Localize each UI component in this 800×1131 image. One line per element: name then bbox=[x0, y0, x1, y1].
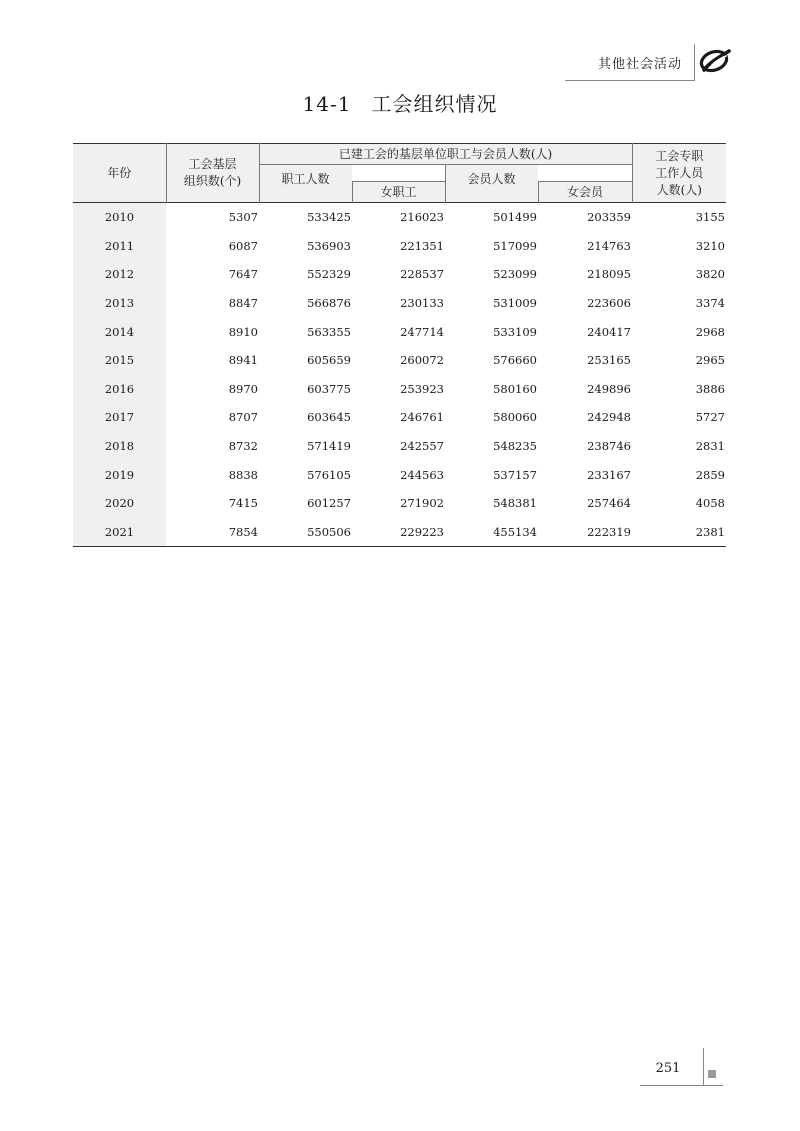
cell-female-members: 242948 bbox=[587, 410, 631, 425]
cell-employees: 571419 bbox=[307, 439, 351, 454]
header-female-employees bbox=[352, 182, 445, 203]
table-body bbox=[73, 203, 726, 547]
cell-year: 2013 bbox=[73, 289, 166, 318]
table-row bbox=[73, 203, 726, 232]
header-female-members bbox=[538, 182, 632, 203]
cell-female-employees: 260072 bbox=[400, 353, 444, 368]
cell-members: 455134 bbox=[493, 524, 537, 539]
cell-members: 537157 bbox=[493, 467, 537, 482]
cell-orgs: 8838 bbox=[228, 467, 258, 482]
cell-female-members: 223606 bbox=[587, 296, 631, 311]
cell-year: 2018 bbox=[73, 432, 166, 461]
cell-orgs: 8941 bbox=[228, 353, 258, 368]
header-year: 年份 bbox=[73, 144, 166, 203]
header-org-count bbox=[166, 144, 259, 203]
cell-female-employees: 244563 bbox=[400, 467, 444, 482]
header-org-count-line2: 组织数(个) bbox=[183, 174, 242, 188]
cell-members: 533109 bbox=[493, 324, 537, 339]
cell-orgs: 8910 bbox=[228, 324, 258, 339]
cell-members: 531009 bbox=[493, 296, 537, 311]
footer-divider bbox=[703, 1048, 704, 1086]
cell-female-members: 214763 bbox=[587, 238, 631, 253]
cell-year: 2017 bbox=[73, 403, 166, 432]
header-staff bbox=[632, 144, 726, 203]
cell-year: 2015 bbox=[73, 346, 166, 375]
cell-staff: 3374 bbox=[695, 296, 725, 311]
section-name: 其他社会活动 bbox=[597, 57, 682, 72]
cell-female-members: 253165 bbox=[587, 353, 631, 368]
cell-employees: 552329 bbox=[307, 267, 351, 282]
cell-staff: 2381 bbox=[695, 524, 725, 539]
cell-employees: 605659 bbox=[307, 353, 351, 368]
page-footer bbox=[0, 1045, 800, 1095]
cell-female-members: 233167 bbox=[587, 467, 631, 482]
table-title bbox=[0, 88, 800, 117]
table-row bbox=[73, 289, 726, 318]
header-group: 已建工会的基层单位职工与会员人数(人) bbox=[259, 144, 632, 165]
cell-female-members: 218095 bbox=[587, 267, 631, 282]
header-employees bbox=[259, 165, 352, 203]
table-row bbox=[73, 375, 726, 404]
cell-female-employees: 229223 bbox=[400, 524, 444, 539]
cell-members: 517099 bbox=[493, 238, 537, 253]
header-employees-label: 职工人数 bbox=[281, 172, 330, 186]
cell-female-employees: 271902 bbox=[400, 496, 444, 511]
page-number: 251 bbox=[655, 1061, 681, 1076]
header-rule bbox=[565, 80, 695, 81]
header-members-label: 会员人数 bbox=[467, 172, 516, 186]
cell-staff: 2831 bbox=[695, 439, 725, 454]
header-staff-line2: 工作人员 bbox=[655, 165, 704, 180]
cell-staff: 2965 bbox=[695, 353, 725, 368]
cell-employees: 563355 bbox=[307, 324, 351, 339]
table-header bbox=[73, 144, 726, 203]
table-row bbox=[73, 403, 726, 432]
table-row bbox=[73, 232, 726, 261]
cell-staff: 4058 bbox=[695, 496, 725, 511]
cell-female-employees: 253923 bbox=[400, 381, 444, 396]
cell-orgs: 8732 bbox=[228, 439, 258, 454]
cell-staff: 3210 bbox=[695, 238, 725, 253]
cell-employees: 576105 bbox=[307, 467, 351, 482]
cell-members: 523099 bbox=[493, 267, 537, 282]
cell-female-employees: 228537 bbox=[400, 267, 444, 282]
cell-members: 576660 bbox=[493, 353, 537, 368]
cell-members: 580060 bbox=[493, 410, 537, 425]
header-staff-line3: 人数(人) bbox=[656, 182, 702, 197]
cell-staff: 3155 bbox=[695, 210, 725, 225]
cell-employees: 536903 bbox=[307, 238, 351, 253]
cell-female-members: 249896 bbox=[587, 381, 631, 396]
cell-members: 548381 bbox=[493, 496, 537, 511]
cell-orgs: 7647 bbox=[228, 267, 258, 282]
cell-orgs: 8847 bbox=[228, 296, 258, 311]
cell-female-members: 240417 bbox=[587, 324, 631, 339]
cell-staff: 2859 bbox=[695, 467, 725, 482]
cell-female-members: 203359 bbox=[587, 210, 631, 225]
footer-square-icon bbox=[708, 1070, 716, 1078]
table-number: 14-1 bbox=[302, 92, 352, 116]
cell-orgs: 8970 bbox=[228, 381, 258, 396]
cell-female-employees: 230133 bbox=[400, 296, 444, 311]
cell-employees: 566876 bbox=[307, 296, 351, 311]
cell-staff: 5727 bbox=[695, 410, 725, 425]
trade-union-table bbox=[73, 143, 726, 547]
cell-members: 580160 bbox=[493, 381, 537, 396]
header-female-employees-label: 女职工 bbox=[380, 184, 417, 199]
table-row bbox=[73, 346, 726, 375]
publication-logo-icon bbox=[698, 48, 732, 74]
cell-female-employees: 221351 bbox=[400, 238, 444, 253]
table-title-text: 工会组织情况 bbox=[371, 92, 498, 116]
cell-year: 2012 bbox=[73, 260, 166, 289]
cell-year: 2020 bbox=[73, 489, 166, 518]
header-divider bbox=[694, 44, 695, 81]
cell-year: 2019 bbox=[73, 460, 166, 489]
cell-orgs: 5307 bbox=[228, 210, 258, 225]
table-row bbox=[73, 432, 726, 461]
cell-employees: 533425 bbox=[307, 210, 351, 225]
cell-orgs: 7415 bbox=[228, 496, 258, 511]
cell-orgs: 6087 bbox=[228, 238, 258, 253]
header-staff-line1: 工会专职 bbox=[655, 148, 704, 163]
cell-female-employees: 246761 bbox=[400, 410, 444, 425]
table-row bbox=[73, 489, 726, 518]
table-row bbox=[73, 317, 726, 346]
table-row bbox=[73, 460, 726, 489]
header-female-members-label: 女会员 bbox=[566, 184, 603, 199]
header-members-spacer bbox=[538, 165, 632, 182]
running-header bbox=[0, 44, 800, 84]
cell-female-members: 222319 bbox=[587, 524, 631, 539]
cell-female-employees: 216023 bbox=[400, 210, 444, 225]
cell-members: 501499 bbox=[493, 210, 537, 225]
footer-rule bbox=[640, 1085, 723, 1086]
table-row bbox=[73, 518, 726, 547]
cell-members: 548235 bbox=[493, 439, 537, 454]
cell-employees: 550506 bbox=[307, 524, 351, 539]
cell-employees: 603645 bbox=[307, 410, 351, 425]
table-row bbox=[73, 260, 726, 289]
cell-year: 2014 bbox=[73, 317, 166, 346]
cell-year: 2021 bbox=[73, 518, 166, 547]
cell-orgs: 8707 bbox=[228, 410, 258, 425]
header-org-count-line1: 工会基层 bbox=[188, 157, 237, 171]
cell-female-members: 257464 bbox=[587, 496, 631, 511]
cell-employees: 603775 bbox=[307, 381, 351, 396]
header-members bbox=[445, 165, 538, 203]
cell-female-members: 238746 bbox=[587, 439, 631, 454]
cell-orgs: 7854 bbox=[228, 524, 258, 539]
cell-year: 2016 bbox=[73, 375, 166, 404]
cell-year: 2011 bbox=[73, 232, 166, 261]
header-employees-spacer bbox=[352, 165, 445, 182]
cell-employees: 601257 bbox=[307, 496, 351, 511]
cell-female-employees: 242557 bbox=[400, 439, 444, 454]
cell-female-employees: 247714 bbox=[400, 324, 444, 339]
cell-staff: 2968 bbox=[695, 324, 725, 339]
cell-staff: 3886 bbox=[695, 381, 725, 396]
cell-staff: 3820 bbox=[695, 267, 725, 282]
cell-year: 2010 bbox=[73, 203, 166, 232]
